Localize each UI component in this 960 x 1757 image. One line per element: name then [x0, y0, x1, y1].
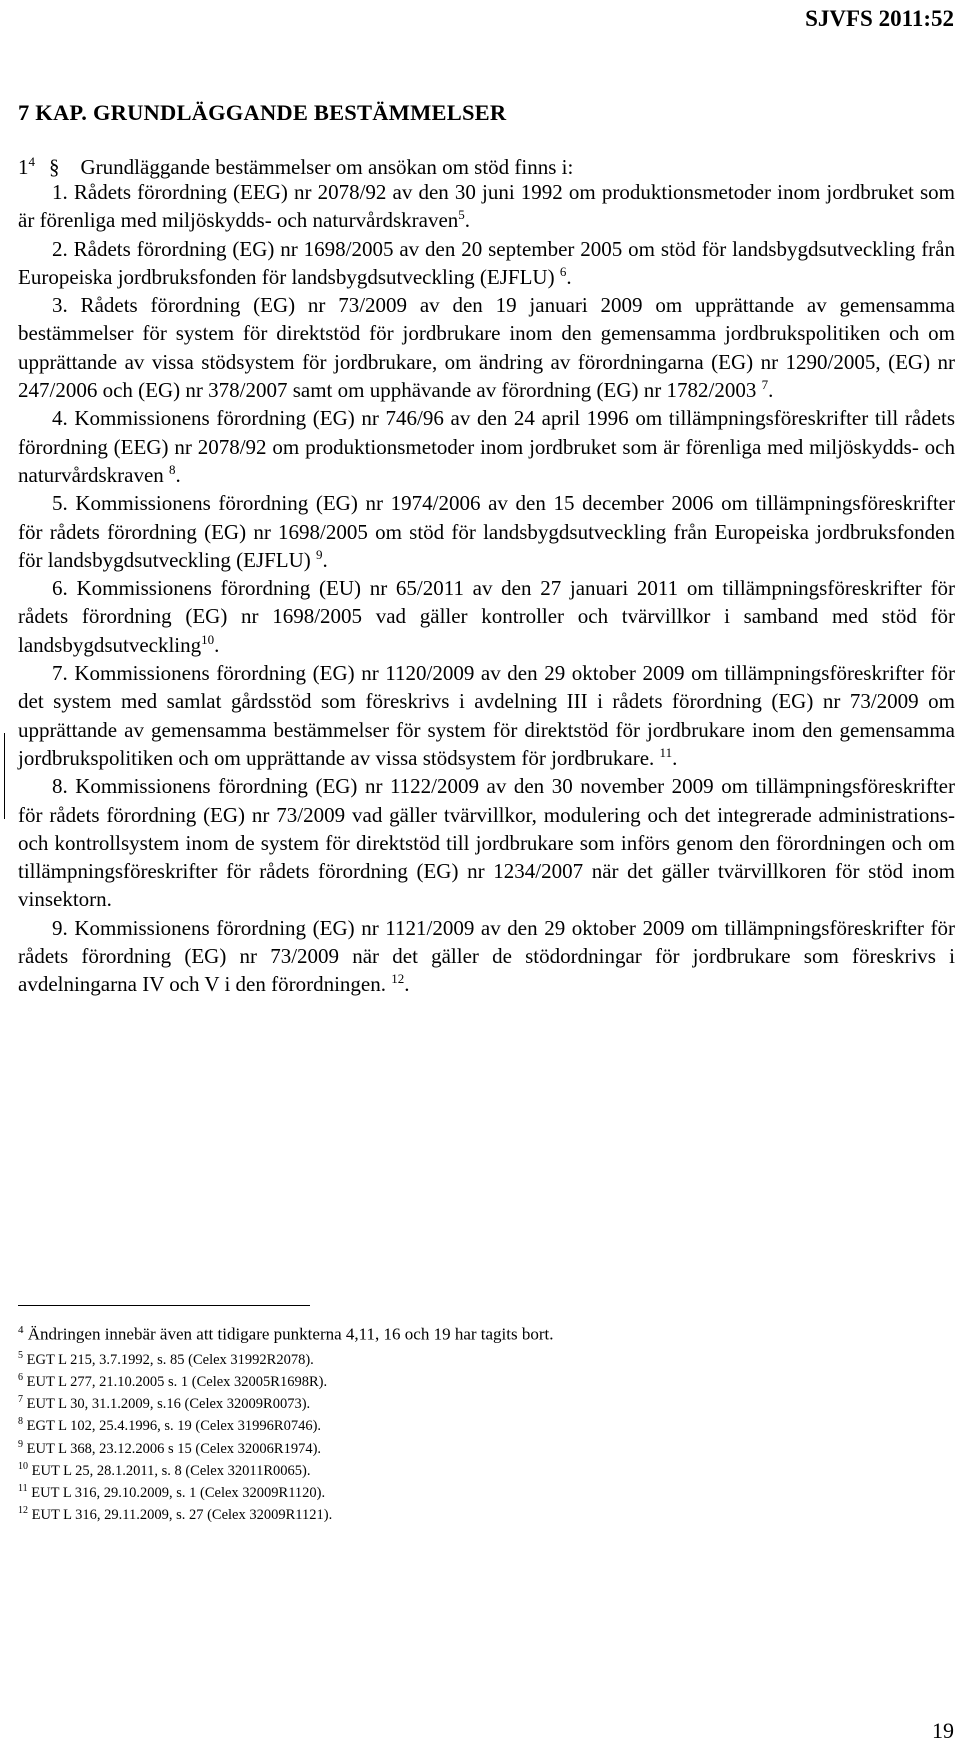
section-intro-text: Grundläggande bestämmelser om ansökan om stöd finns i: — [80, 155, 574, 179]
item-tail: . — [322, 547, 328, 572]
footnote — [18, 1458, 918, 1480]
footnote-number: 11 — [18, 1483, 28, 1495]
chapter-title: 7 KAP. GRUNDLÄGGANDE BESTÄMMELSER — [18, 100, 507, 125]
footnote — [18, 1436, 918, 1458]
change-bar — [4, 733, 5, 819]
item-text: 7. Kommissionens förordning (EG) nr 1120/2009 av den 29 oktober 2009 om tillämpningsföreskrifter för det system med samlat gårdsstöd som föreskrivs i avdelning III i rådets förordning (EG) nr 73/2009 om upprättande av gemensamma bestämmelser för system för direktstöd för jordbrukare inom den gemensamma jordbrukspolitiken och om upprättande av vissa stödsystem för jordbrukare. — [18, 661, 955, 770]
footnote-ref: 9 — [316, 546, 323, 562]
section-number: 1 — [18, 155, 29, 179]
footnote-number: 7 — [18, 1394, 23, 1406]
footnote — [18, 1369, 918, 1391]
item-tail: . — [566, 264, 572, 289]
item-tail: . — [214, 632, 220, 657]
footnote-text: EGT L 102, 25.4.1996, s. 19 (Celex 31996R0746). — [26, 1418, 322, 1435]
footnote-ref: 8 — [169, 461, 176, 477]
list-item — [18, 489, 955, 574]
footnote-number: 5 — [18, 1349, 23, 1361]
footnote-text: EUT L 30, 31.1.2009, s.16 (Celex 32009R0073). — [26, 1395, 311, 1412]
list-item — [18, 659, 955, 772]
item-text: 2. Rådets förordning (EG) nr 1698/2005 av den 20 september 2005 om stöd för landsbygdsutveckling från Europeiska jordbruksfonden för landsbygdsutveckling (EJFLU) — [18, 236, 955, 289]
footnote-text: Ändringen innebär även att tidigare punkterna 4,11, 16 och 19 har tagits bort. — [27, 1324, 554, 1344]
footnote — [18, 1318, 918, 1347]
footnote — [18, 1391, 918, 1413]
list-item — [18, 914, 955, 999]
item-text: 4. Kommissionens förordning (EG) nr 746/96 av den 24 april 1996 om tillämpningsföreskrifter till rådets förordning (EEG) nr 2078/92 om produktionsmetoder inom jordbruket som är förenliga med miljöskydds- och naturvårdskraven — [18, 406, 955, 487]
footnote-number: 10 — [18, 1460, 28, 1472]
footnote-text: EUT L 368, 23.12.2006 s 15 (Celex 32006R1974). — [26, 1440, 322, 1457]
footnote-ref: 12 — [391, 971, 405, 987]
footnote-number: 4 — [18, 1324, 24, 1336]
item-text: 1. Rådets förordning (EEG) nr 2078/92 av den 30 juni 1992 om produktionsmetoder inom jordbruket som är förenliga med miljöskydds- och naturvårdskraven — [18, 180, 955, 233]
footnote-text: EUT L 316, 29.11.2009, s. 27 (Celex 32009R1121). — [31, 1507, 333, 1524]
section-intro — [18, 154, 593, 180]
page-number: 19 — [932, 1718, 954, 1743]
footnote — [18, 1413, 918, 1435]
footnote-ref: 11 — [659, 744, 673, 760]
footnote-text: EUT L 316, 29.10.2009, s. 1 (Celex 32009R1120). — [31, 1484, 326, 1501]
item-text: 9. Kommissionens förordning (EG) nr 1121/2009 av den 29 oktober 2009 om tillämpningsföreskrifter för rådets förordning (EG) nr 73/2009 när det gäller de stödordningar för jordbrukare som föreskrivs i avdelningarna IV och V i den förordningen. — [18, 915, 955, 997]
footnote-number: 6 — [18, 1371, 23, 1383]
list-item — [18, 178, 955, 235]
footnote-ref: 4 — [28, 154, 35, 169]
list-item — [18, 404, 955, 489]
regulation-list — [18, 178, 955, 999]
item-tail: . — [404, 972, 410, 997]
item-tail: . — [672, 745, 678, 770]
footnote-ref: 10 — [201, 631, 215, 647]
footnote — [18, 1502, 918, 1524]
item-text: 8. Kommissionens förordning (EG) nr 1122/2009 av den 30 november 2009 om tillämpningsföreskrifter för rådets förordning (EG) nr 73/2009 vad gäller tvärvillkor, modulering och det integrerade administrations- och kontrollsystem inom de system för direktstöd till jordbrukare som införs genom den förordningen och om tillämpningsföreskrifter för rådets förordning (EG) nr 1234/2007 när det gäller tvärvillkoren för stöd inom vinsektorn. — [18, 774, 955, 912]
list-item — [18, 291, 955, 404]
footnote-text: EGT L 215, 3.7.1992, s. 85 (Celex 31992R2078). — [26, 1351, 314, 1368]
footnote-separator — [18, 1305, 310, 1306]
item-text: 3. Rådets förordning (EG) nr 73/2009 av den 19 januari 2009 om upprättande av gemensamma bestämmelser för system för direktstöd för jordbrukare inom den gemensamma jordbrukspolitiken och om upprättande av vissa stödsystem för jordbrukare, om ändring av förordningarna (EG) nr 1290/2005, (EG) nr 247/2006 och (EG) nr 378/2007 samt om upphävande av förordning (EG) nr 1782/2003 — [18, 293, 955, 403]
list-item — [18, 235, 955, 292]
item-tail: . — [175, 462, 181, 487]
section-symbol: § — [49, 155, 60, 179]
footnotes — [18, 1318, 918, 1525]
item-text: 6. Kommissionens förordning (EU) nr 65/2011 av den 27 januari 2011 om tillämpningsföreskrifter för rådets förordning (EG) nr 1698/2005 vad gäller kontroller och tvärvillkor i samband med stöd för landsbygdsutveckling — [18, 576, 955, 657]
footnote-number: 12 — [18, 1505, 28, 1517]
item-tail: . — [464, 208, 471, 233]
footnote — [18, 1347, 918, 1369]
footnote-text: EUT L 277, 21.10.2005 s. 1 (Celex 32005R1698R). — [26, 1373, 328, 1390]
item-text: 5. Kommissionens förordning (EG) nr 1974/2006 av den 15 december 2006 om tillämpningsföreskrifter för rådets förordning (EG) nr 1698/2005 om stöd för landsbygdsutveckling från Europeiska jordbruksfonden för landsbygdsutveckling (EJFLU) — [18, 491, 955, 572]
list-item — [18, 772, 955, 913]
footnote-number: 8 — [18, 1416, 23, 1428]
footnote-text: EUT L 25, 28.1.2011, s. 8 (Celex 32011R0065). — [28, 1462, 311, 1479]
item-tail: . — [768, 378, 774, 403]
footnote-number: 9 — [18, 1438, 23, 1450]
footnote-ref: 7 — [761, 377, 769, 393]
footnote — [18, 1480, 918, 1502]
footnote-ref: 6 — [559, 263, 567, 279]
list-item — [18, 574, 955, 659]
document-reference: SJVFS 2011:52 — [805, 6, 954, 31]
footnote-ref: 5 — [458, 207, 465, 223]
